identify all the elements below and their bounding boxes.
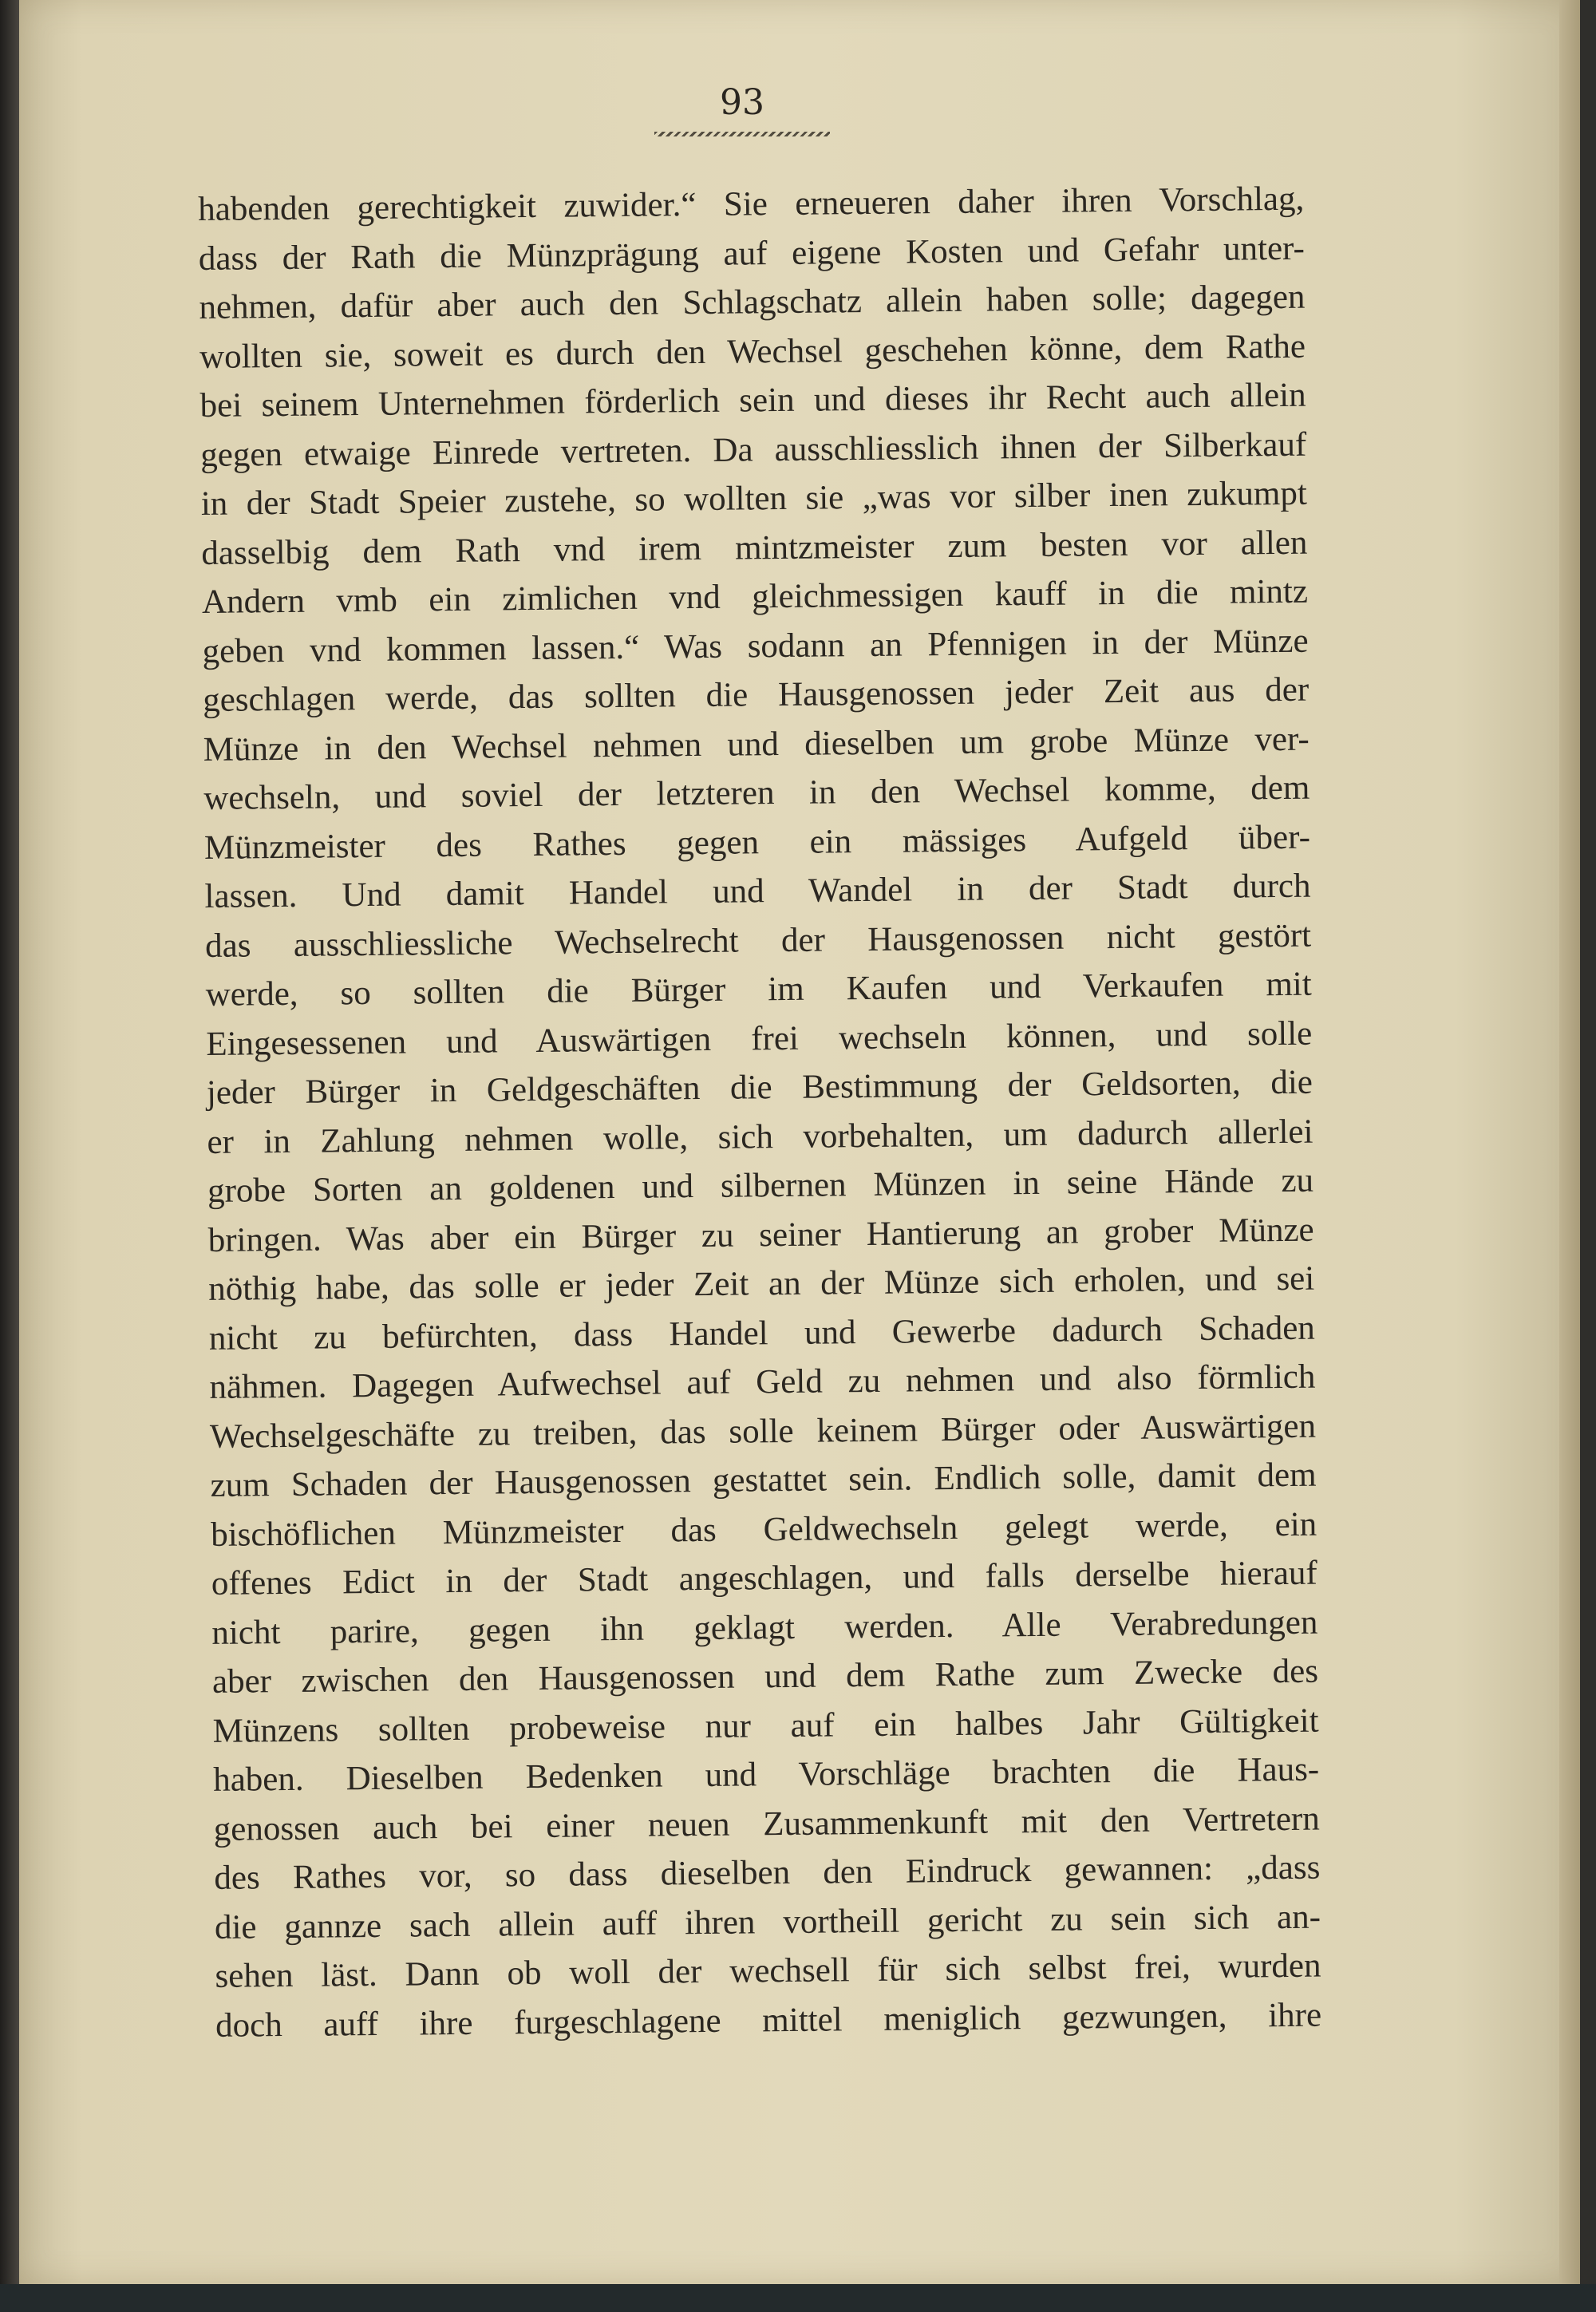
text-line: haben. Dieselben Bedenken und Vorschläge brachten die Haus-: [212, 1750, 1320, 1799]
text-line: Andern vmb ein zimlichen vnd gleichmessigen kauff in die mintz: [201, 572, 1309, 621]
text-line: nehmen, dafür aber auch den Schlagschatz allein haben solle; dagegen: [199, 278, 1306, 326]
text-line: offenes Edict in der Stadt angeschlagen, und falls derselbe hierauf: [211, 1554, 1317, 1603]
text-line: genossen auch bei einer neuen Zusammenkunft mit den Vertretern: [213, 1800, 1320, 1848]
text-line: die gannze sach allein auff ihren vortheill gericht zu sein sich an-: [214, 1898, 1321, 1946]
text-line: Münzmeister des Rathes gegen ein mässiges Aufgeld über-: [203, 818, 1311, 867]
text-line: zum Schaden der Hausgenossen gestattet sein. Endlich solle, damit dem: [210, 1456, 1317, 1504]
text-line: nicht zu befürchten, dass Handel und Gewerbe dadurch Schaden: [208, 1309, 1316, 1358]
text-line: nähmen. Dagegen Aufwechsel auf Geld zu nehmen und also förmlich: [209, 1358, 1316, 1406]
text-line: bringen. Was aber ein Bürger zu seiner Hantierung an grober Münze: [207, 1211, 1314, 1259]
text-line: habenden gerechtigkeit zuwider.“ Sie erneueren daher ihren Vorschlag,: [198, 180, 1305, 228]
body-text: [198, 175, 1321, 2050]
text-line: geben vnd kommen lassen.“ Was sodann an Pfennigen in der Münze: [202, 622, 1309, 670]
text-line: geschlagen werde, das sollten die Hausgenossen jeder Zeit aus der: [202, 670, 1310, 719]
text-line: jeder Bürger in Geldgeschäften die Bestimmung der Geldsorten, die: [206, 1063, 1314, 1112]
text-line: er in Zahlung nehmen wolle, sich vorbehalten, um dadurch allerlei: [207, 1113, 1314, 1161]
text-line: bischöflichen Münzmeister das Geldwechseln gelegt werde, ein: [211, 1505, 1317, 1554]
page-number-ornament-rule: [654, 132, 830, 136]
page-number: 93: [720, 82, 764, 123]
text-line: wechseln, und soviel der letzteren in den Wechsel komme, dem: [203, 769, 1310, 817]
text-line: aber zwischen den Hausgenossen und dem Rathe zum Zwecke des: [211, 1652, 1319, 1701]
text-line: nicht parire, gegen ihn geklagt werden. Alle Verabredungen: [211, 1603, 1318, 1652]
text-line: doch auff ihre furgeschlagene mittel meniglich gezwungen, ihre: [215, 1996, 1322, 2045]
text-line: sehen läst. Dann ob woll der wechsell für sich selbst frei, wurden: [215, 1946, 1321, 1995]
text-line: des Rathes vor, so dass dieselben den Eindruck gewannen: „dass: [214, 1848, 1321, 1897]
text-line: wollten sie, soweit es durch den Wechsel geschehen könne, dem Rathe: [199, 327, 1306, 376]
text-line: nöthig habe, das solle er jeder Zeit an der Münze sich erholen, und sei: [208, 1259, 1315, 1308]
text-line: Münzens sollten probeweise nur auf ein halbes Jahr Gültigkeit: [212, 1701, 1319, 1750]
text-line: das ausschliessliche Wechselrecht der Hausgenossen nicht gestört: [204, 916, 1312, 965]
text-line: dass der Rath die Münzprägung auf eigene Kosten und Gefahr unter-: [198, 229, 1306, 278]
text-line: gegen etwaige Einrede vertreten. Da ausschliesslich ihnen der Silberkauf: [200, 425, 1307, 474]
text-line: Münze in den Wechsel nehmen und dieselben um grobe Münze ver-: [203, 720, 1310, 769]
book-binding: [0, 0, 19, 2312]
text-line: dasselbig dem Rath vnd irem mintzmeister zum besten vor allen: [201, 524, 1308, 572]
text-line: werde, so sollten die Bürger im Kaufen und Verkaufen mit: [205, 965, 1312, 1014]
text-line: grobe Sorten an goldenen und silbernen Münzen in seine Hände zu: [207, 1161, 1314, 1210]
text-line: Wechselgeschäfte zu treiben, das solle keinem Bürger oder Auswärtigen: [209, 1407, 1317, 1456]
scan-bottom-edge: [0, 2284, 1596, 2312]
text-line: lassen. Und damit Handel und Wandel in der Stadt durch: [204, 867, 1311, 915]
text-line: Eingesessenen und Auswärtigen frei wechseln können, und solle: [206, 1014, 1313, 1063]
text-line: in der Stadt Speier zustehe, so wollten sie „was vor silber inen zukumpt: [200, 474, 1307, 523]
page-edge: [1559, 0, 1580, 2284]
text-line: bei seinem Unternehmen förderlich sein und dieses ihr Recht auch allein: [200, 376, 1306, 425]
